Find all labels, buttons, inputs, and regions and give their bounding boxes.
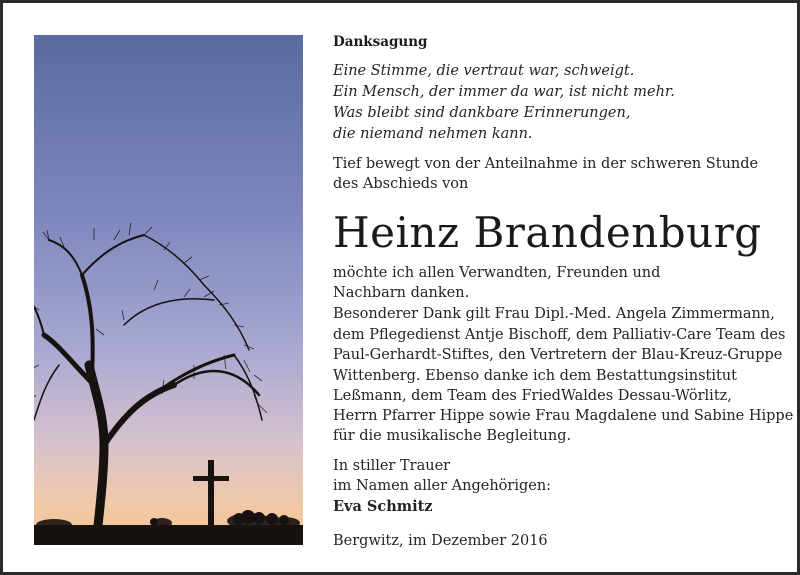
body-line: Wittenberg. Ebenso danke ich dem Bestattungsinstitut [333,368,737,384]
body-line: Herrn Pfarrer Hippe sowie Frau Magdalene und Sabine Hippe [333,408,794,424]
closing-line: In stiller Trauer [333,458,451,474]
poem-line: Was bleibt sind dankbare Erinnerungen, [333,105,631,121]
body-line: für die musikalische Begleitung. [333,428,572,444]
intro-line: Tief bewegt von der Anteilnahme in der schweren Stunde [333,156,759,172]
intro-line: des Abschieds von [333,176,469,192]
body-line: dem Pflegedienst Antje Bischoff, dem Palliativ-Care Team des [333,327,786,343]
body-line: Nachbarn danken. [333,285,470,301]
signer-name: Eva Schmitz [333,498,433,515]
body-line: Paul-Gerhardt-Stiftes, den Vertretern der Blau-Kreuz-Gruppe [333,347,783,363]
deceased-name: Heinz Brandenburg [333,208,762,257]
notice-heading: Danksagung [333,34,428,50]
place-date: Bergwitz, im Dezember 2016 [333,533,548,549]
poem-line: Ein Mensch, der immer da war, ist nicht mehr. [333,84,675,100]
poem-line: die niemand nehmen kann. [333,126,533,142]
poem-line: Eine Stimme, die vertraut war, schweigt. [333,63,635,79]
closing-line: im Namen aller Angehörigen: [333,478,552,494]
body-line: möchte ich allen Verwandten, Freunden und [333,265,661,281]
body-line: Besonderer Dank gilt Frau Dipl.-Med. Angela Zimmermann, [333,306,775,322]
tree-cross-photo [34,35,303,545]
body-line: Leßmann, dem Team des FriedWaldes Dessau-Wörlitz, [333,388,732,404]
